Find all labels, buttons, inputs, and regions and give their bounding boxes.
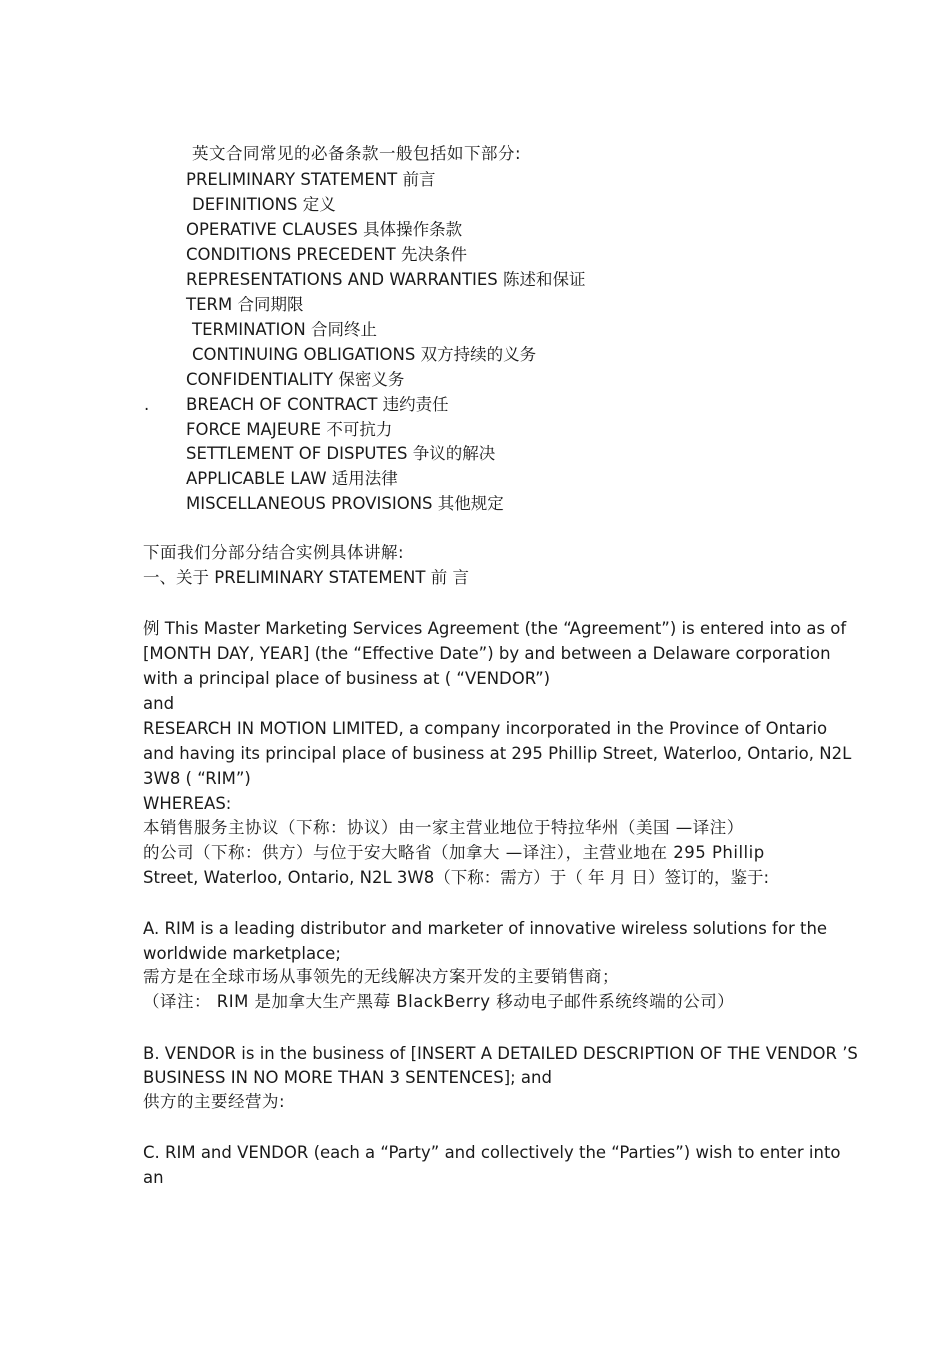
clause-item: DEFINITIONS 定义	[192, 195, 336, 214]
clause-item: CONTINUING OBLIGATIONS 双方持续的义务	[192, 345, 537, 364]
clause-item: BREACH OF CONTRACT 违约责任	[186, 395, 449, 414]
clause-item: FORCE MAJEURE 不可抗力	[186, 420, 393, 439]
list-bullet: .	[144, 395, 150, 414]
paragraph-line: 本销售服务主协议（下称：协议）由一家主营业地位于特拉华州（美国 —译注）	[143, 818, 744, 837]
clause-item: TERMINATION 合同终止	[192, 320, 377, 339]
paragraph-line: and having its principal place of business at 295 Phillip Street, Waterloo, Ontario, N2L	[143, 744, 852, 763]
paragraph-line: 3W8 ( “RIM”)	[143, 769, 251, 788]
paragraph-line: 需方是在全球市场从事领先的无线解决方案开发的主要销售商；	[143, 967, 619, 986]
clause-item: MISCELLANEOUS PROVISIONS 其他规定	[186, 494, 504, 513]
clause-item: APPLICABLE LAW 适用法律	[186, 469, 398, 488]
paragraph-line: an	[143, 1168, 164, 1187]
paragraph-line: [MONTH DAY, YEAR] (the “Effective Date”) by and between a Delaware corporation	[143, 644, 831, 663]
paragraph-line: BUSINESS IN NO MORE THAN 3 SENTENCES]; and	[143, 1068, 552, 1087]
paragraph-line: （译注： RIM 是加拿大生产黑莓 BlackBerry 移动电子邮件系统终端的公司）	[143, 992, 735, 1011]
clause-item: OPERATIVE CLAUSES 具体操作条款	[186, 220, 463, 239]
section-lead: 下面我们分部分结合实例具体讲解:	[143, 543, 405, 562]
paragraph-line: and	[143, 694, 175, 713]
clause-item: REPRESENTATIONS AND WARRANTIES 陈述和保证	[186, 270, 586, 289]
section-heading: 一、关于 PRELIMINARY STATEMENT 前 言	[143, 568, 469, 587]
paragraph-line: 的公司（下称：供方）与位于安大略省（加拿大 —译注），主营业地在 295 Phillip	[143, 843, 765, 862]
paragraph-line: C. RIM and VENDOR (each a “Party” and collectively the “Parties”) wish to enter into	[143, 1143, 841, 1162]
paragraph-line: with a principal place of business at ( “VENDOR”)	[143, 669, 551, 688]
clause-item: PRELIMINARY STATEMENT 前言	[186, 170, 436, 189]
paragraph-line: A. RIM is a leading distributor and marketer of innovative wireless solutions for the	[143, 919, 828, 938]
paragraph-line: 供方的主要经营为:	[143, 1092, 286, 1111]
clause-item: TERM 合同期限	[186, 295, 304, 314]
clause-item: CONDITIONS PRECEDENT 先决条件	[186, 245, 467, 264]
paragraph-line: B. VENDOR is in the business of [INSERT A DETAILED DESCRIPTION OF THE VENDOR ’S	[143, 1044, 858, 1063]
paragraph-line: RESEARCH IN MOTION LIMITED, a company incorporated in the Province of Ontario	[143, 719, 828, 738]
paragraph-line: WHEREAS:	[143, 794, 232, 813]
clause-list-intro: 英文合同常见的必备条款一般包括如下部分:	[192, 144, 522, 163]
paragraph-line: Street, Waterloo, Ontario, N2L 3W8（下称：需方）于（ 年 月 日）签订的，鉴于:	[143, 868, 770, 887]
clause-item: SETTLEMENT OF DISPUTES 争议的解决	[186, 444, 496, 463]
paragraph-line: 例 This Master Marketing Services Agreement (the “Agreement”) is entered into as of	[143, 619, 847, 638]
paragraph-line: worldwide marketplace;	[143, 944, 341, 963]
clause-item: CONFIDENTIALITY 保密义务	[186, 370, 405, 389]
